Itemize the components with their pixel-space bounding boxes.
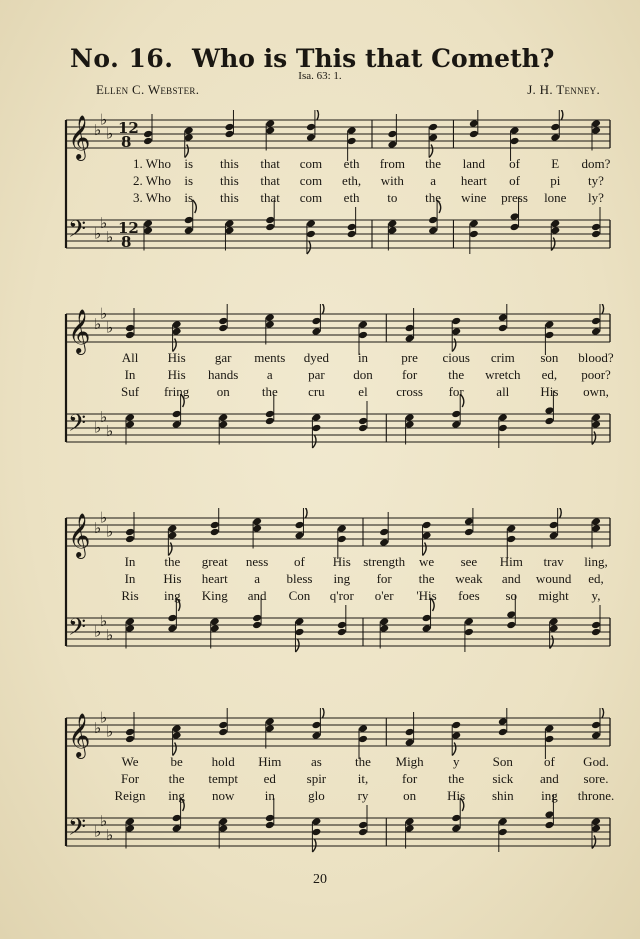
- lyric-syllable: that: [260, 173, 280, 188]
- lyric-syllable: and: [540, 771, 559, 786]
- lyric-syllable: for: [376, 571, 392, 586]
- treble-chord: [379, 512, 389, 547]
- lyric-syllable: blood?: [578, 350, 614, 365]
- lyric-syllable: as: [310, 754, 322, 769]
- lyric-syllable: ing: [164, 588, 181, 603]
- treble-chord: [428, 123, 438, 158]
- lyric-syllable: that: [260, 156, 280, 171]
- svg-text:♭: ♭: [94, 822, 102, 841]
- bass-clef-icon: 𝄢: [68, 409, 87, 442]
- lyric-syllable: Suf: [120, 384, 140, 399]
- lyric-syllable: the: [261, 384, 278, 399]
- lyric-syllable: 3. Who: [132, 190, 172, 205]
- lyric-syllable: wound: [535, 571, 572, 586]
- bass-chord: [337, 605, 347, 636]
- lyric-syllable: in: [357, 350, 369, 365]
- bass-chord: [358, 401, 368, 432]
- treble-chord: [422, 521, 432, 556]
- lyric-syllable: Him: [258, 754, 282, 769]
- treble-chord: [172, 320, 182, 351]
- time-signature-bottom: 8: [121, 133, 132, 151]
- lyric-syllable: q'ror: [329, 588, 354, 603]
- verse-2-lyrics: [60, 367, 612, 383]
- lyric-syllable: Migh: [395, 754, 424, 769]
- treble-chord: [218, 708, 228, 736]
- lyric-syllable: y: [452, 754, 460, 769]
- lyric-syllable: it,: [357, 771, 369, 786]
- bass-chord: [125, 413, 135, 444]
- lyric-syllable: trav: [543, 554, 564, 569]
- lyric-syllable: His: [540, 384, 559, 399]
- treble-chord: [210, 508, 220, 536]
- lyric-syllable: ness: [245, 554, 269, 569]
- lyric-syllable: par: [308, 367, 325, 382]
- lyric-syllable: a: [430, 173, 436, 188]
- lyric-syllable: shin: [491, 788, 514, 803]
- lyric-syllable: ed: [263, 771, 276, 786]
- bass-chord: [464, 617, 474, 652]
- svg-text:♭: ♭: [94, 719, 102, 737]
- bass-clef-icon: 𝄢: [68, 613, 87, 646]
- treble-clef-icon: 𝄞: [68, 713, 91, 757]
- lyric-syllable: We: [121, 754, 139, 769]
- lyric-syllable: wine: [461, 190, 487, 205]
- treble-chord: [311, 304, 324, 336]
- lyric-syllable: poor?: [581, 367, 611, 382]
- scripture-reference: Isa. 63: 1.: [298, 70, 342, 82]
- verse-3-lyrics: [60, 384, 612, 400]
- lyric-syllable: ry: [357, 788, 369, 803]
- lyric-syllable: His: [167, 350, 186, 365]
- lyric-syllable: cru: [308, 384, 325, 399]
- svg-text:♭: ♭: [106, 626, 114, 644]
- lyric-syllable: of: [294, 554, 305, 569]
- treble-chord: [265, 119, 275, 150]
- lyric-syllable: for: [402, 771, 418, 786]
- verse-1-lyrics: [60, 754, 612, 770]
- svg-text:♭: ♭: [100, 214, 108, 232]
- bass-chord: [125, 617, 135, 648]
- lyric-syllable: foes: [458, 588, 480, 603]
- svg-text:♭: ♭: [100, 612, 108, 630]
- lyric-syllable: hands: [208, 367, 239, 382]
- treble-chord: [451, 721, 461, 756]
- lyric-syllable: eth: [343, 156, 360, 171]
- svg-text:♭: ♭: [94, 121, 102, 139]
- treble-chord: [265, 313, 275, 344]
- lyric-syllable: the: [164, 554, 181, 569]
- verse-1-lyrics: [60, 156, 612, 172]
- verse-3-lyrics: [60, 190, 612, 206]
- bass-chord: [591, 413, 601, 444]
- bass-chord: [550, 219, 560, 250]
- lyric-syllable: own,: [583, 384, 609, 399]
- lyric-syllable: 2. Who: [132, 173, 172, 188]
- lyric-syllable: dyed: [303, 350, 330, 365]
- lyric-syllable: o'er: [374, 588, 394, 603]
- treble-chord: [218, 304, 228, 332]
- lyric-syllable: com: [299, 190, 323, 205]
- lyric-syllable: Him: [499, 554, 523, 569]
- lyric-syllable: weak: [455, 571, 483, 586]
- lyric-syllable: com: [299, 173, 323, 188]
- svg-text:♭: ♭: [100, 508, 108, 527]
- lyric-syllable: ty?: [588, 173, 604, 188]
- treble-chord: [143, 114, 153, 145]
- hymn-title: Who is This that Cometh?: [192, 44, 555, 73]
- lyric-syllable: don: [353, 367, 373, 382]
- lyric-syllable: is: [184, 173, 194, 188]
- bass-chord: [311, 817, 321, 852]
- lyric-syllable: lone: [544, 190, 567, 205]
- treble-clef-icon: 𝄞: [68, 309, 91, 353]
- lyric-syllable: hold: [211, 754, 235, 769]
- lyric-syllable: His: [167, 367, 186, 382]
- lyric-syllable: be: [170, 754, 183, 769]
- treble-staff: [66, 718, 610, 746]
- bass-chord: [210, 617, 220, 648]
- lyric-syllable: dom?: [581, 156, 611, 171]
- verse-3-lyrics: [60, 588, 612, 604]
- treble-chord: [125, 512, 135, 543]
- bass-chord: [549, 617, 559, 648]
- lyric-syllable: ing: [168, 788, 185, 803]
- treble-chord: [591, 517, 601, 548]
- treble-staff: [66, 314, 610, 342]
- lyric-syllable: His: [163, 571, 182, 586]
- bass-chord: [498, 817, 508, 852]
- lyric-syllable: ling,: [584, 554, 608, 569]
- lyric-syllable: tempt: [208, 771, 238, 786]
- lyric-syllable: 'His: [416, 588, 437, 603]
- verse-1-lyrics: [60, 350, 612, 366]
- treble-chord: [405, 712, 415, 747]
- svg-text:♭: ♭: [100, 304, 108, 323]
- lyric-syllable: in: [264, 788, 275, 803]
- lyric-syllable: son: [540, 350, 559, 365]
- page-number: 20: [313, 872, 327, 887]
- bass-chord: [591, 207, 601, 238]
- treble-chord: [451, 317, 461, 352]
- lyric-syllable: great: [201, 554, 228, 569]
- bass-chord: [591, 817, 601, 848]
- svg-text:♭: ♭: [100, 408, 108, 426]
- lyric-syllable: a: [254, 571, 260, 586]
- lyric-syllable: to: [387, 190, 398, 205]
- lyric-syllable: land: [462, 156, 486, 171]
- bass-chord: [405, 817, 415, 848]
- treble-chord: [498, 304, 508, 332]
- lyric-syllable: for: [448, 384, 464, 399]
- treble-chord: [172, 724, 182, 755]
- lyric-syllable: heart: [201, 571, 228, 586]
- lyric-syllable: the: [425, 190, 442, 205]
- svg-text:♭: ♭: [94, 418, 102, 437]
- treble-chord: [265, 717, 275, 748]
- bass-clef-icon: 𝄢: [68, 215, 87, 248]
- lyric-syllable: crim: [490, 350, 515, 365]
- verse-1-lyrics: [60, 554, 612, 570]
- bass-chord: [379, 617, 389, 648]
- lyric-syllable: wretch: [485, 367, 521, 382]
- lyric-syllable: the: [168, 771, 185, 786]
- svg-text:♭: ♭: [94, 622, 102, 641]
- lyric-syllable: a: [266, 367, 273, 382]
- key-signature-flats-icon: [94, 709, 113, 741]
- bass-chord: [469, 219, 479, 254]
- lyric-syllable: eth: [343, 190, 360, 205]
- bass-staff: [66, 818, 610, 846]
- treble-clef-icon: 𝄞: [68, 115, 91, 159]
- lyric-syllable: ments: [254, 350, 286, 365]
- lyric-syllable: ing: [541, 788, 558, 803]
- treble-chord: [550, 110, 563, 142]
- lyric-syllable: In: [124, 367, 136, 382]
- lyric-syllable: heart: [460, 173, 487, 188]
- svg-text:♭: ♭: [106, 124, 114, 143]
- lyric-syllable: E: [551, 156, 560, 171]
- bass-chord: [387, 219, 397, 250]
- time-signature-top: 12: [118, 219, 139, 237]
- svg-text:♭: ♭: [100, 812, 108, 830]
- lyric-syllable: 1. Who: [132, 156, 172, 171]
- lyric-syllable: cious: [442, 350, 470, 365]
- hymn-number: No. 16.: [70, 44, 174, 73]
- treble-chord: [387, 114, 397, 149]
- lyric-syllable: All: [121, 350, 139, 365]
- treble-chord: [464, 508, 474, 536]
- treble-chord: [591, 708, 604, 740]
- lyric-syllable: sore.: [583, 771, 609, 786]
- lyric-syllable: on: [216, 384, 230, 399]
- lyric-syllable: that: [260, 190, 280, 205]
- svg-text:♭: ♭: [106, 318, 114, 337]
- treble-chord: [252, 517, 262, 548]
- lyric-syllable: with: [380, 173, 404, 188]
- lyric-syllable: strength: [363, 554, 406, 569]
- lyric-syllable: this: [220, 190, 239, 205]
- treble-chord: [591, 304, 604, 336]
- lyric-syllable: In: [124, 571, 136, 586]
- lyric-syllable: Son: [492, 754, 513, 769]
- lyric-syllable: throne.: [577, 788, 615, 803]
- treble-chord: [125, 308, 135, 339]
- bass-clef-icon: 𝄢: [68, 813, 87, 846]
- time-signature-top: 12: [118, 119, 139, 137]
- treble-chord: [498, 708, 508, 736]
- lyric-syllable: God.: [583, 754, 609, 769]
- verse-3-lyrics: [60, 788, 615, 804]
- lyric-syllable: Reign: [114, 788, 146, 803]
- bass-chord: [358, 805, 368, 836]
- lyric-syllable: eth,: [342, 173, 362, 188]
- lyric-syllable: now: [211, 788, 235, 803]
- svg-text:♭: ♭: [100, 110, 108, 129]
- bass-chord: [218, 817, 228, 848]
- time-signature-bottom: 8: [121, 233, 132, 251]
- lyric-syllable: the: [425, 156, 442, 171]
- lyric-syllable: His: [447, 788, 466, 803]
- lyric-syllable: the: [355, 754, 371, 769]
- verse-2-lyrics: [60, 173, 612, 189]
- lyric-syllable: see: [460, 554, 478, 569]
- lyric-syllable: of: [543, 754, 555, 769]
- lyric-syllable: the: [448, 367, 465, 382]
- verse-2-lyrics: [60, 771, 612, 787]
- treble-chord: [405, 308, 415, 343]
- lyric-syllable: His: [332, 554, 351, 569]
- lyric-syllable: gar: [214, 350, 232, 365]
- lyric-syllable: from: [379, 156, 405, 171]
- key-signature-flats-icon: [94, 111, 113, 143]
- lyric-syllable: cross: [396, 384, 423, 399]
- lyric-syllable: is: [184, 156, 194, 171]
- key-signature-flats-icon: [94, 509, 113, 541]
- bass-chord: [143, 219, 153, 250]
- treble-clef-icon: 𝄞: [68, 513, 91, 557]
- lyric-syllable: press: [501, 190, 528, 205]
- key-signature-flats-icon: [94, 305, 113, 337]
- svg-text:♭: ♭: [106, 722, 114, 741]
- lyric-syllable: might: [538, 588, 569, 603]
- lyric-syllable: so: [505, 588, 518, 603]
- lyric-syllable: com: [299, 156, 323, 171]
- bass-chord: [405, 413, 415, 444]
- treble-chord: [306, 110, 319, 142]
- lyric-syllable: ed,: [588, 571, 604, 586]
- treble-chord: [549, 508, 562, 540]
- svg-text:♭: ♭: [94, 224, 102, 243]
- svg-text:♭: ♭: [100, 708, 108, 727]
- lyric-syllable: el: [358, 384, 368, 399]
- svg-text:♭: ♭: [106, 422, 114, 440]
- treble-chord: [469, 110, 479, 138]
- lyric-syllable: y,: [591, 588, 601, 603]
- treble-chord: [224, 110, 234, 138]
- lyric-syllable: spir: [306, 771, 327, 786]
- lyric-syllable: For: [120, 771, 140, 786]
- lyric-syllable: this: [220, 156, 239, 171]
- treble-chord: [591, 119, 601, 150]
- lyric-syllable: the: [448, 771, 465, 786]
- lyric-syllable: ed,: [541, 367, 558, 382]
- bass-chord: [498, 413, 508, 448]
- bass-chord: [347, 207, 357, 238]
- lyric-syllable: we: [418, 554, 435, 569]
- lyric-syllable: of: [509, 173, 520, 188]
- svg-text:♭: ♭: [106, 228, 114, 246]
- lyric-syllable: is: [184, 190, 194, 205]
- svg-text:♭: ♭: [106, 826, 114, 844]
- lyric-syllable: King: [201, 588, 228, 603]
- lyric-syllable: and: [247, 588, 267, 603]
- lyric-syllable: this: [220, 173, 239, 188]
- lyricist-credit: Ellen C. Webster.: [96, 82, 200, 97]
- lyric-syllable: glo: [308, 788, 325, 803]
- treble-chord: [167, 524, 177, 555]
- bass-chord: [125, 817, 135, 848]
- lyric-syllable: sick: [492, 771, 514, 786]
- bass-chord: [218, 413, 228, 444]
- bass-chord: [294, 617, 304, 652]
- lyric-syllable: all: [496, 384, 510, 399]
- bass-chord: [311, 413, 321, 448]
- lyric-syllable: Con: [288, 588, 311, 603]
- lyric-syllable: Ris: [121, 588, 139, 603]
- treble-chord: [184, 126, 194, 157]
- svg-text:♭: ♭: [94, 315, 102, 333]
- bass-chord: [591, 605, 601, 636]
- treble-chord: [311, 708, 324, 740]
- bass-chord: [306, 219, 316, 254]
- composer-credit: J. H. Tenney.: [527, 82, 600, 97]
- lyric-syllable: ing: [333, 571, 351, 586]
- lyric-syllable: In: [124, 554, 136, 569]
- lyric-syllable: bless: [286, 571, 313, 586]
- lyric-syllable: for: [402, 367, 418, 382]
- lyric-syllable: ly?: [588, 190, 604, 205]
- lyric-syllable: pre: [401, 350, 418, 365]
- bass-staff: [66, 414, 610, 442]
- lyric-syllable: pi: [550, 173, 561, 188]
- verse-2-lyrics: [60, 571, 612, 587]
- lyric-syllable: on: [403, 788, 417, 803]
- bass-chord: [224, 219, 234, 250]
- svg-text:♭: ♭: [106, 522, 114, 541]
- lyric-syllable: and: [501, 571, 521, 586]
- lyric-syllable: fring: [163, 384, 190, 399]
- svg-text:♭: ♭: [94, 519, 102, 537]
- lyric-syllable: the: [418, 571, 435, 586]
- treble-chord: [294, 508, 307, 540]
- treble-chord: [125, 712, 135, 743]
- lyric-syllable: of: [509, 156, 520, 171]
